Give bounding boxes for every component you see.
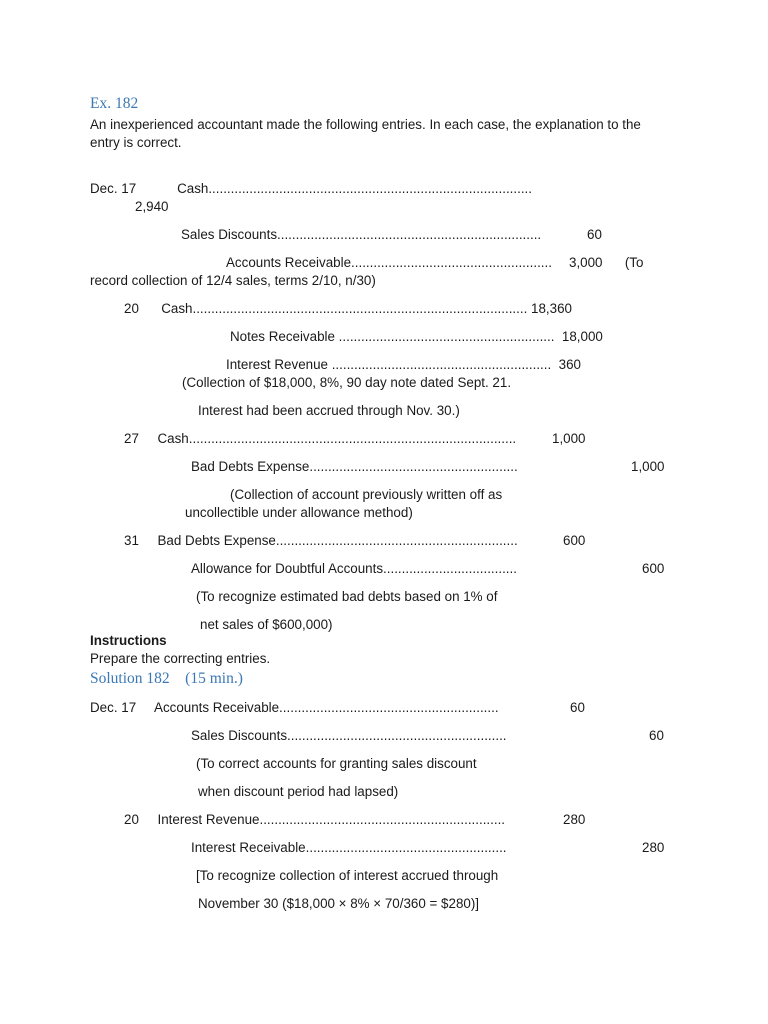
solution-entry-line: Interest Receivable......................................................	[191, 840, 507, 855]
instructions-text: Prepare the correcting entries.	[90, 651, 271, 666]
solution-entry-explanation: [To recognize collection of interest accrued through	[196, 868, 499, 883]
exercise-entry-explanation: (To recognize estimated bad debts based on 1% of	[196, 589, 498, 604]
exercise-entry-explanation: uncollectible under allowance method)	[185, 505, 413, 520]
exercise-entry-explanation: net sales of $600,000)	[200, 617, 333, 632]
exercise-entry-amount: 600	[642, 561, 665, 576]
exercise-entry-line: Dec. 17 Cash.......................................................................................	[90, 181, 533, 196]
exercise-entry-explanation: record collection of 12/4 sales, terms 2/10, n/30)	[90, 273, 376, 288]
solution-entry-explanation: when discount period had lapsed)	[198, 784, 399, 799]
solution-entry-line: 20 Interest Revenue..................................................................	[124, 812, 506, 827]
solution-heading: Solution 182 (15 min.)	[90, 670, 243, 687]
exercise-entry-line: Interest Revenue ........................................................... 360	[226, 357, 581, 372]
exercise-entry-explanation: (Collection of $18,000, 8%, 90 day note dated Sept. 21.	[182, 375, 512, 390]
exercise-entry-line: 27 Cash........................................................................................	[124, 431, 517, 446]
exercise-entry-line: Notes Receivable .......................................................... 18,000	[230, 329, 603, 344]
exercise-entry-explanation: Interest had been accrued through Nov. 30.)	[198, 403, 460, 418]
exercise-entry-amount: 2,940	[135, 199, 169, 214]
exercise-intro-line-1: An inexperienced accountant made the following entries. In each case, the explanation to the	[90, 117, 641, 132]
exercise-entry-line: 20 Cash.......................................................................................... 18,360	[124, 301, 572, 316]
solution-entry-amount: 280	[563, 812, 586, 827]
solution-entry-amount: 60	[570, 700, 585, 715]
instructions-heading: Instructions	[90, 633, 167, 648]
exercise-intro-line-2: entry is correct.	[90, 135, 182, 150]
exercise-entry-amount: 600	[563, 533, 586, 548]
solution-entry-explanation: November 30 ($18,000 × 8% × 70/360 = $280)]	[198, 896, 480, 911]
exercise-entry-line: Accounts Receivable......................................................	[226, 255, 552, 270]
exercise-entry-explanation: (Collection of account previously written off as	[230, 487, 503, 502]
solution-entry-line: Sales Discounts...........................................................	[191, 728, 507, 743]
solution-entry-explanation: (To correct accounts for granting sales discount	[196, 756, 477, 771]
exercise-entry-amount: 60	[587, 227, 602, 242]
exercise-entry-amount: 3,000 (To	[569, 255, 644, 270]
solution-entry-amount: 280	[642, 840, 665, 855]
solution-entry-line: Dec. 17 Accounts Receivable...........................................................	[90, 700, 499, 715]
exercise-heading: Ex. 182	[90, 95, 139, 112]
exercise-entry-line: Sales Discounts.......................................................................	[181, 227, 542, 242]
exercise-entry-line: Bad Debts Expense........................................................	[191, 459, 518, 474]
exercise-entry-line: Allowance for Doubtful Accounts....................................	[191, 561, 517, 576]
exercise-entry-amount: 1,000	[631, 459, 665, 474]
exercise-entry-amount: 1,000	[552, 431, 586, 446]
exercise-entry-line: 31 Bad Debts Expense.................................................................	[124, 533, 518, 548]
solution-entry-amount: 60	[649, 728, 664, 743]
